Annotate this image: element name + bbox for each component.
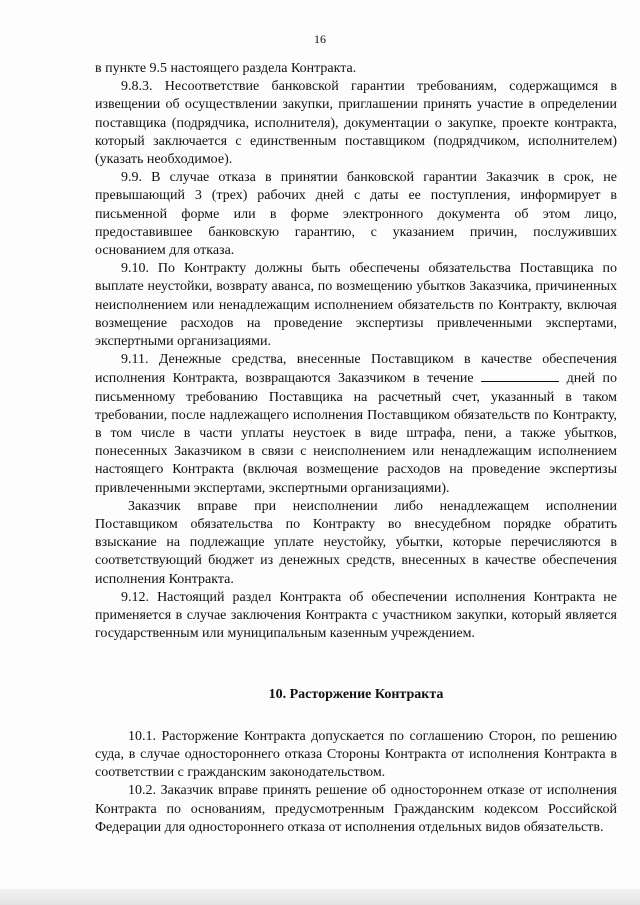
paragraph-customer-right: Заказчик вправе при неисполнении либо ненадлежащем исполнении Поставщиком обязательства по Контракту во внесудебном порядке обратить взыскание на подлежащие уплате неустойку, убытки, которые перечисляются в соответствующий бюджет из денежных средств, внесенных в качестве обеспечения исполнения Контракта. <box>95 498 617 587</box>
paragraph-9-12: 9.12. Настоящий раздел Контракта об обеспечении исполнения Контракта не применяется в случае заключения Контракта с участником закупки, который является государственным или муниципальным казенным учреждением. <box>95 589 617 642</box>
scan-edge <box>0 889 640 905</box>
blank-days-field <box>481 369 559 382</box>
paragraph-continuation: в пункте 9.5 настоящего раздела Контракта. <box>95 61 357 76</box>
paragraph-9-11-rest: дней по письменному требованию Поставщика на расчетный счет, указанный в таком требовании, после надлежащего исполнения Поставщиком обязательств по Контракту, в том числе в части уплаты неустоек в виде штрафа, пени, а также убытков, понесенных Заказчиком в связи с неисполнением или ненадлежащим исполнением настоящего Контракта (включая возмещение расходов на проведение экспертизы привлеченными экспертами, экспертными организациями). <box>95 371 618 496</box>
paragraph-9-11-start: 9.11. Денежные средства, внесенные Поставщиком в качестве обеспечения исполнения Контракта, возвращаются Заказчиком в течение <box>95 352 617 387</box>
document-body <box>95 60 617 837</box>
paragraph-9-9: 9.9. В случае отказа в принятии банковской гарантии Заказчик в срок, не превышающий 3 (трех) рабочих дней с даты ее поступления, информирует в письменной форме или в форме электронного документа об этом лицо, предоставившее банковскую гарантию, с указанием причин, послуживших основанием для отказа. <box>95 170 617 259</box>
paragraph-10-2: 10.2. Заказчик вправе принять решение об одностороннем отказе от исполнения Контракта по основаниям, предусмотренным Гражданским кодексом Российской Федерации для одностороннего отказа от исполнения отдельных видов обязательств. <box>95 783 617 835</box>
paragraph-9-8-3: 9.8.3. Несоответствие банковской гарантии требованиям, содержащимся в извещении об осуществлении закупки, приглашении принять участие в определении поставщика (подрядчика, исполнителя), документации о закупке, проекте контракта, который заключается с единственным поставщиком (подрядчиком, исполнителем) (указать необходимое). <box>95 79 617 168</box>
section-heading: 10. Расторжение Контракта <box>268 686 444 702</box>
paragraph-9-11 <box>95 351 617 498</box>
paragraph-9-10: 9.10. По Контракту должны быть обеспечены обязательства Поставщика по выплате неустойки, возврату аванса, по возмещению убытков Заказчика, причиненных неисполнением или ненадлежащим исполнением обязательств по Контракту, включая возмещение расходов на проведение экспертизы привлеченными экспертами, экспертными организациями. <box>95 261 617 350</box>
page-number: 16 <box>314 32 326 46</box>
paragraph-10-1: 10.1. Расторжение Контракта допускается по соглашению Сторон, по решению суда, в случае одностороннего отказа Стороны Контракта от исполнения Контракта в соответствии с гражданским законодательством. <box>95 728 617 781</box>
